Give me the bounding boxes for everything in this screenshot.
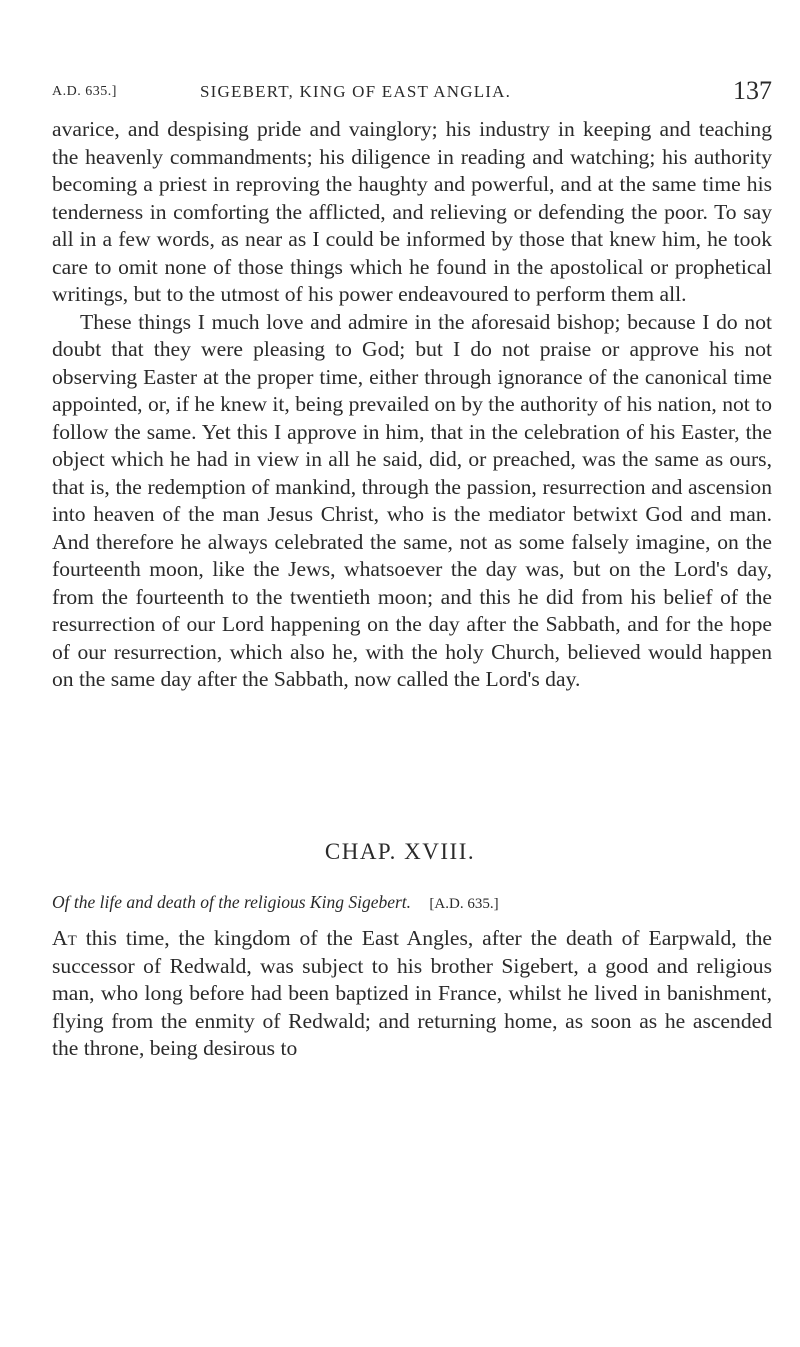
chapter-date: [A.D. 635.]: [429, 896, 499, 912]
chapter-heading: CHAP. XVIII.: [324, 839, 476, 864]
running-head-date: A.D. 635.]: [52, 84, 117, 99]
chapter-body: [52, 925, 772, 1063]
paragraph-2: These things I much love and admire in the aforesaid bishop; because I do not doubt that they were pleasing to God; but I do not praise or approve his not observing Easter at the proper time, either through ignorance of the canonical time appointed, or, if he knew it, being prevailed on by the authority of his nation, not to follow the same. Yet this I approve in him, that in the celebration of his Easter, the object which he had in view in all he said, did, or preached, was the same as ours, that is, the redemption of mankind, through the passion, resurrection and ascension into heaven of the man Jesus Christ, who is the mediator betwixt God and man. And therefore he always celebrated the same, not as some falsely imagine, on the fourteenth moon, like the Jews, whatsoever the day was, but on the Lord's day, from the fourteenth to the twentieth moon; and this he did from his belief of the resurrection of our Lord happening on the day after the Sabbath, and for the hope of our resurrection, which also he, with the holy Church, believed would happen on the same day after the Sabbath, now called the Lord's day.: [52, 309, 772, 691]
chapter-paragraph: [52, 925, 772, 1063]
chapter-subtitle: Of the life and death of the religious King Sigebert.: [52, 892, 412, 912]
running-head: [52, 76, 772, 116]
chapter-opening-word: At: [52, 926, 77, 950]
paragraph-1: avarice, and despising pride and vainglory; his industry in keeping and teaching the heavenly commandments; his diligence in reading and watching; his authority becoming a priest in reproving the haughty and powerful, and at the same time his tenderness in comforting the afflicted, and relieving or defending the poor. To say all in a few words, as near as I could be informed by those that knew him, he took care to omit none of those things which he found in the apostolical or prophetical writings, but to the utmost of his power endeavoured to perform them all.: [52, 117, 772, 306]
body-text: [52, 116, 772, 694]
chapter-body-text: this time, the kingdom of the East Angles, after the death of Earpwald, the successor of Redwald, was subject to his brother Sigebert, a good and religious man, who long before had been baptized in France, whilst he lived in banishment, flying from the enmity of Redwald; and returning home, as soon as he ascended the throne, being desirous to: [52, 926, 772, 1060]
running-head-title: SIGEBERT, KING OF EAST ANGLIA.: [200, 82, 512, 101]
chapter-subtitle-line: [52, 892, 772, 913]
page-number: 137: [733, 76, 772, 105]
